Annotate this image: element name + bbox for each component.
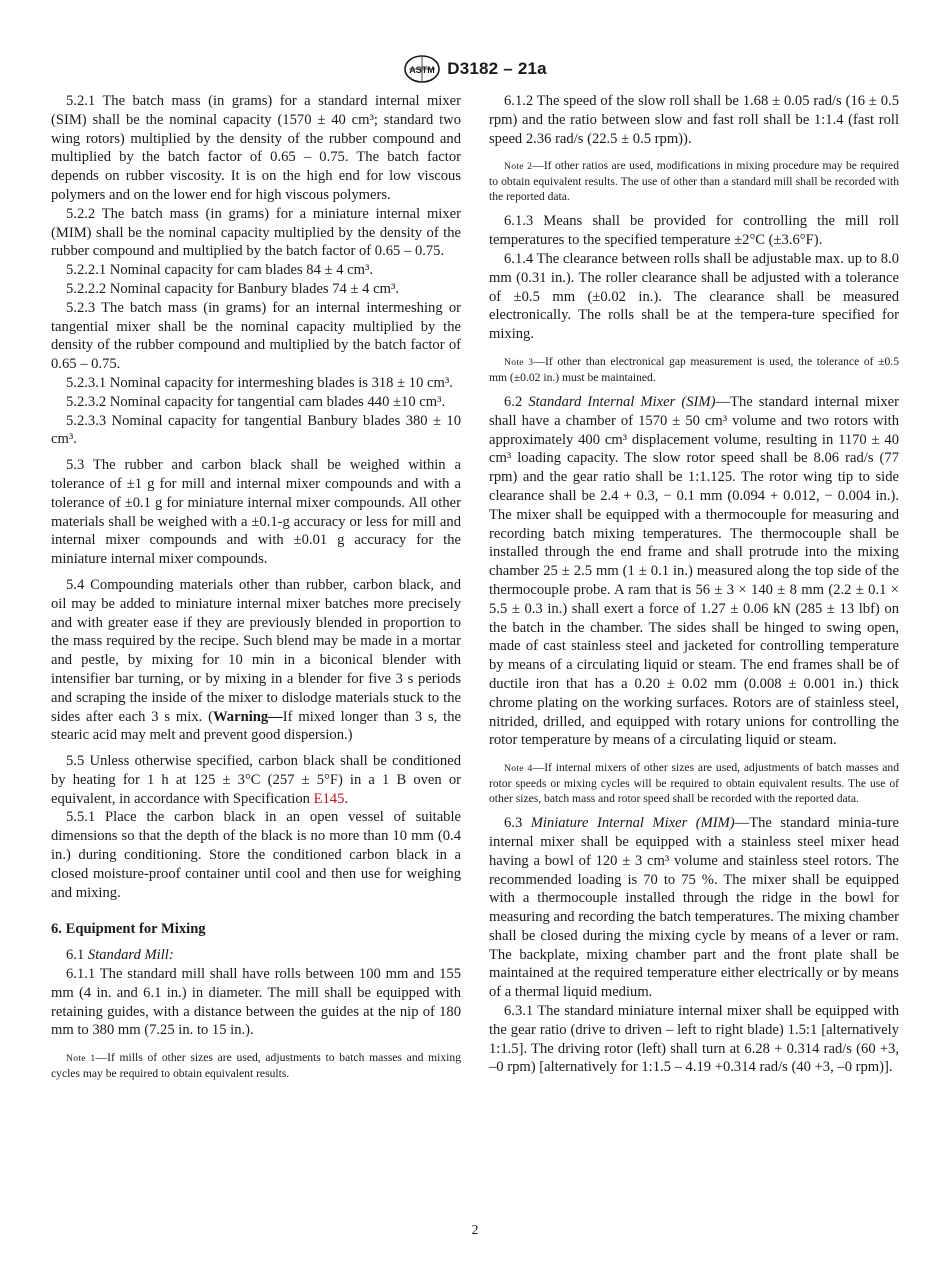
note-4: Note 4—If internal mixers of other sizes are used, adjustments of batch masses and rotor speeds or mixing cycles will be required to obtain equivalent results. The use of other sizes, batch mass and rotor speed shall be recorded with the reported data. [489, 761, 899, 806]
section-6-heading: 6. Equipment for Mixing [51, 921, 206, 938]
para-6-1-3: 6.1.3 Means shall be provided for controlling the mill roll temperatures to the specified temperature ±2°C (±3.6°F). [489, 213, 899, 249]
astm-logo-icon [403, 54, 441, 84]
para-6-1-1: 6.1.1 The standard mill shall have rolls between 100 mm and 155 mm (4 in. and 6.1 in.) in diameter. The mill shall be equipped with retaining guides, with a distance between the guides at the nip of 180 mm to 380 mm (7.25 in. to 15 in.). [51, 966, 461, 1039]
warning-label: Warning— [213, 708, 283, 725]
note-1: Note 1—If mills of other sizes are used, adjustments to batch masses and mixing cycles may be required to obtain equivalent results. [51, 1051, 461, 1081]
para-6-3-1: 6.3.1 The standard miniature internal mixer shall be equipped with the gear ratio (drive to driven – left to right blade) 1.5:1 [alternatively 1:1.5]. The driving rotor (left) shall turn at 6.28 + 0.314 rad/s (60 +3, –0 rpm) [alternatively for 1:1.5 – 4.19 +0.314 rad/s (40 +3, –0 rpm)]. [489, 1003, 899, 1076]
para-5-2-2: 5.2.2 The batch mass (in grams) for a miniature internal mixer (MIM) shall be the nominal capacity multiplied by the density of the rubber compound and multiplied by the batch factor of 0.65 – 0.75. [51, 205, 461, 260]
para-5-2-2-1: 5.2.2.1 Nominal capacity for cam blades 84 ± 4 cm³. [66, 262, 374, 279]
para-5-2-3-2: 5.2.3.2 Nominal capacity for tangential cam blades 440 ±10 cm³. [66, 393, 446, 410]
para-5-2-3: 5.2.3 The batch mass (in grams) for an internal intermeshing or tangential mixer shall be the nominal capacity multiplied by the density of the rubber compound and multiplied by the batch factor of 0.65 – 0.75. [51, 299, 461, 373]
para-6-3: 6.3 Miniature Internal Mixer (MIM)—The standard minia-ture internal mixer shall be equipped with a stainless steel mixer head having a bowl of 120 ± 3 cm³ volume and stainless steel rotors. The recommended loading is 70 to 75 %. The mixer shall be equipped with a thermocouple installed through the ridge in the bowl for measuring and recording the batch temperatures. The mixing chamber shall be closed during the mixing cycle by means of a lever or ram. The backplate, mixing chamber part and the front plate shall be maintained at the required temperature either electrically or by means of a thermal liquid medium. [489, 815, 899, 1001]
logo-lettering: ASTM [409, 65, 435, 75]
para-5-2-2-2: 5.2.2.2 Nominal capacity for Banbury blades 74 ± 4 cm³. [66, 280, 399, 297]
note-2: Note 2—If other ratios are used, modifications in mixing procedure may be required to obtain equivalent results. The use of other than a standard mill shall be recorded with the reported data. [489, 159, 899, 204]
para-5-2-3-3: 5.2.3.3 Nominal capacity for tangential Banbury blades 380 ± 10 cm³. [51, 412, 461, 448]
para-5-2-1: 5.2.1 The batch mass (in grams) for a standard internal mixer (SIM) shall be the nominal capacity (1570 ± 40 cm³; standard two wing rotors) multiplied by the density of the rubber compound and multiplied by the batch factor of 0.65 – 0.75. The batch factor depends on rubber viscosity. It is on the high end for low viscous polymers and on the lower end for high viscous polymers. [51, 93, 461, 203]
left-column [51, 92, 461, 1089]
page-number: 2 [471, 1222, 479, 1237]
para-6-1: 6.1 Standard Mill: [66, 947, 174, 964]
para-5-2-3-1: 5.2.3.1 Nominal capacity for intermeshing blades is 318 ± 10 cm³. [66, 374, 453, 391]
para-5-5: 5.5 Unless otherwise specified, carbon black shall be conditioned by heating for 1 h at 125 ± 3°C (257 ± 5°F) in a 1 B oven or equivalent, in accordance with Specification E145. [51, 753, 461, 807]
para-5-3: 5.3 The rubber and carbon black shall be weighed within a tolerance of ±1 g for mill and internal mixer compounds and with a tolerance of ±0.1 g for miniature internal mixer compounds. All other materials shall be weighed with a ±0.1-g accuracy or less for mill and internal mixer compounds and with ±0.01 g accuracy for the miniature internal mixer compounds. [51, 457, 461, 568]
note-3: Note 3—If other than electronical gap measurement is used, the tolerance of ±0.5 mm (±0.02 in.) must be maintained. [489, 354, 899, 384]
para-6-2: 6.2 Standard Internal Mixer (SIM)—The standard internal mixer shall have a chamber of 1570 ± 50 cm³ volume and two rotors with approximately 400 cm³ displacement volume, resulting in 1170 ± 40 cm³ loading capacity. The slow rotor speed shall be 8.06 rad/s (77 rpm) and the gear ratio shall be 1:1.125. The rotor wing tip to side clearance shall be 2.4 + 0.3, − 0.1 mm (0.094 + 0.012, − 0.004 in.). The mixer shall be equipped with a thermocouple for measuring and recording batch mixing temperatures. The thermocouple shall be installed through the end frame and shall protrude into the mixing chamber 25 ± 2.5 mm (1 ± 0.1 in.) measured along the top side of the thermocouple probe. A ram that is 56 ± 3 × 140 ± 8 mm (2.2 ± 0.1 × 5.5 ± 0.3 in.) shall exert a force of 1.27 ± 0.06 kN (285 ± 13 lbf) on the batch in the chamber. The sides shall be hinged to swing open, made of cast stainless steel and jacketed for controlling temperature by means of a circulating liquid or steam. The end frames shall be of ductile iron that has a 0.20 ± 0.02 mm (0.008 ± 0.001 in.) thick chrome plating on the working surfaces. Rotors are of stainless steel, nitrided, drilled, and equipped with rotary unions for controlling the rotor temperature by means of a circulating liquid or steam. [489, 393, 900, 749]
page-header [0, 52, 950, 86]
e145-link[interactable]: E145 [313, 790, 345, 807]
para-6-1-4: 6.1.4 The clearance between rolls shall be adjustable max. up to 8.0 mm (0.31 in.). The roller clearance shall be adjusted with a tolerance of ±0.5 mm (±0.02 in.). The clearance shall be measured electronically. The rolls shall be at the tempera-ture specified for mixing. [489, 250, 899, 343]
document-id: D3182 – 21a [447, 59, 547, 78]
para-5-4: 5.4 Compounding materials other than rubber, carbon black, and oil may be added to miniature internal mixer batches more precisely and with greater ease if they are previously blended in proportion to the mass required by the recipe. Such blend may be made in a mortar and pestle, by mixing for 10 min in a biconical blender with intensifier bar turning, or by mixing in a blender for five 3 s periods and scraping the inside of the mixer to dislodge materials stuck to the sides after each 3 s mix. (Warning—If mixed longer than 3 s, the stearic acid may melt and prevent good dispersion.) [51, 576, 461, 744]
para-6-1-2: 6.1.2 The speed of the slow roll shall be 1.68 ± 0.05 rad/s (16 ± 0.5 rpm) and the ratio between slow and fast roll shall be 1:1.4 (fast roll speed 2.36 rad/s (22.5 ± 0.5 rpm)). [489, 93, 899, 147]
para-5-5-1: 5.5.1 Place the carbon black in an open vessel of suitable dimensions so that the depth of the black is no more than 10 mm (0.4 in.) during conditioning. Store the conditioned carbon black in a closed moisture-proof container until cool and then use for weighing and mixing. [51, 809, 461, 901]
right-column [489, 92, 899, 1077]
